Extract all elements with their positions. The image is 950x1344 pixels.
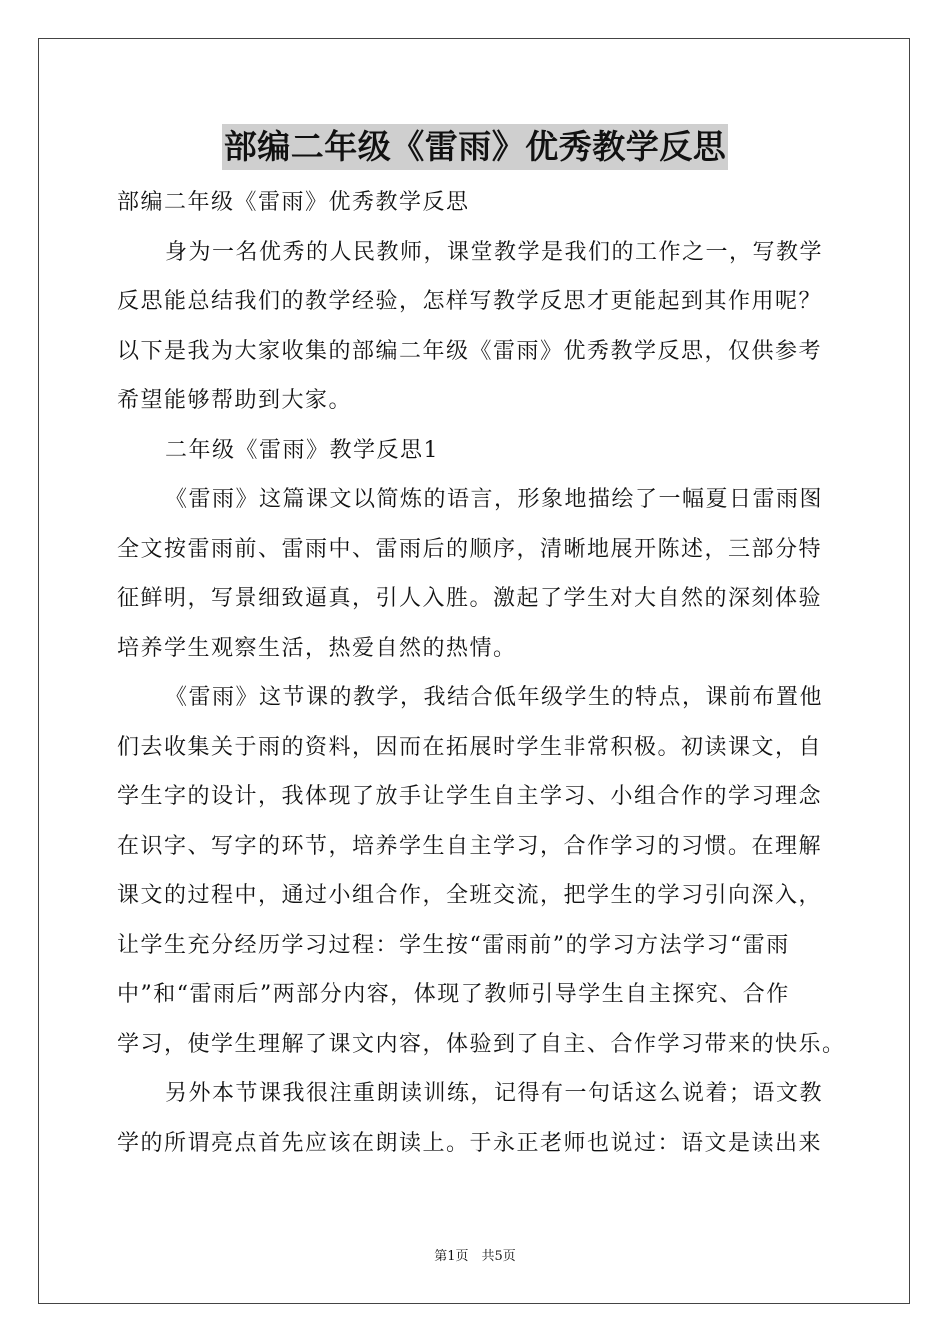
paragraph-line: 全文按雷雨前、雷雨中、雷雨后的顺序，清晰地展开陈述，三部分特 <box>117 536 823 562</box>
title-area <box>0 124 950 170</box>
paragraph-line: 学的所谓亮点首先应该在朗读上。于永正老师也说过：语文是读出来 <box>117 1130 823 1156</box>
paragraph-line: 课文的过程中，通过小组合作，全班交流，把学生的学习引向深入， <box>117 883 823 908</box>
paragraph-line: 希望能够帮助到大家。 <box>117 388 353 413</box>
paragraph-line: 学习，使学生理解了课文内容，体验到了自主、合作学习带来的快乐。 <box>117 1031 846 1057</box>
paragraph-line: 培养学生观察生活，热爱自然的热情。 <box>117 635 517 661</box>
paragraph-line: 《雷雨》这篇课文以简炼的语言，形象地描绘了一幅夏日雷雨图 <box>165 487 824 512</box>
subtitle-line: 部编二年级《雷雨》优秀教学反思 <box>117 190 470 215</box>
page-number: 第1页 共5页 <box>434 1249 516 1264</box>
paragraph-line: 中”和“雷雨后”两部分内容，体现了教师引导学生自主探究、合作 <box>117 982 790 1007</box>
paragraph-line: 学生字的设计，我体现了放手让学生自主学习、小组合作的学习理念 <box>117 784 823 809</box>
paragraph-line: 身为一名优秀的人民教师，课堂教学是我们的工作之一，写教学 <box>165 239 824 265</box>
paragraph-line: 征鲜明，写景细致逼真，引人入胜。激起了学生对大自然的深刻体验 <box>117 586 823 611</box>
paragraph-line: 另外本节课我很注重朗读训练，记得有一句话这么说着；语文教 <box>165 1081 824 1106</box>
document-title: 部编二年级《雷雨》优秀教学反思 <box>222 124 729 170</box>
section-heading: 二年级《雷雨》教学反思1 <box>165 437 439 463</box>
paragraph-line: 以下是我为大家收集的部编二年级《雷雨》优秀教学反思，仅供参考 <box>117 338 823 364</box>
paragraph-line: 们去收集关于雨的资料，因而在拓展时学生非常积极。初读课文，自 <box>117 734 823 760</box>
paragraph-line: 让学生充分经历学习过程：学生按“雷雨前”的学习方法学习“雷雨 <box>117 932 790 958</box>
paragraph-line: 反思能总结我们的教学经验，怎样写教学反思才更能起到其作用呢？ <box>117 289 823 314</box>
paragraph-line: 《雷雨》这节课的教学，我结合低年级学生的特点，课前布置他 <box>165 685 824 710</box>
document-body <box>117 178 846 1168</box>
paragraph-line: 在识字、写字的环节，培养学生自主学习，合作学习的习惯。在理解 <box>117 833 823 859</box>
